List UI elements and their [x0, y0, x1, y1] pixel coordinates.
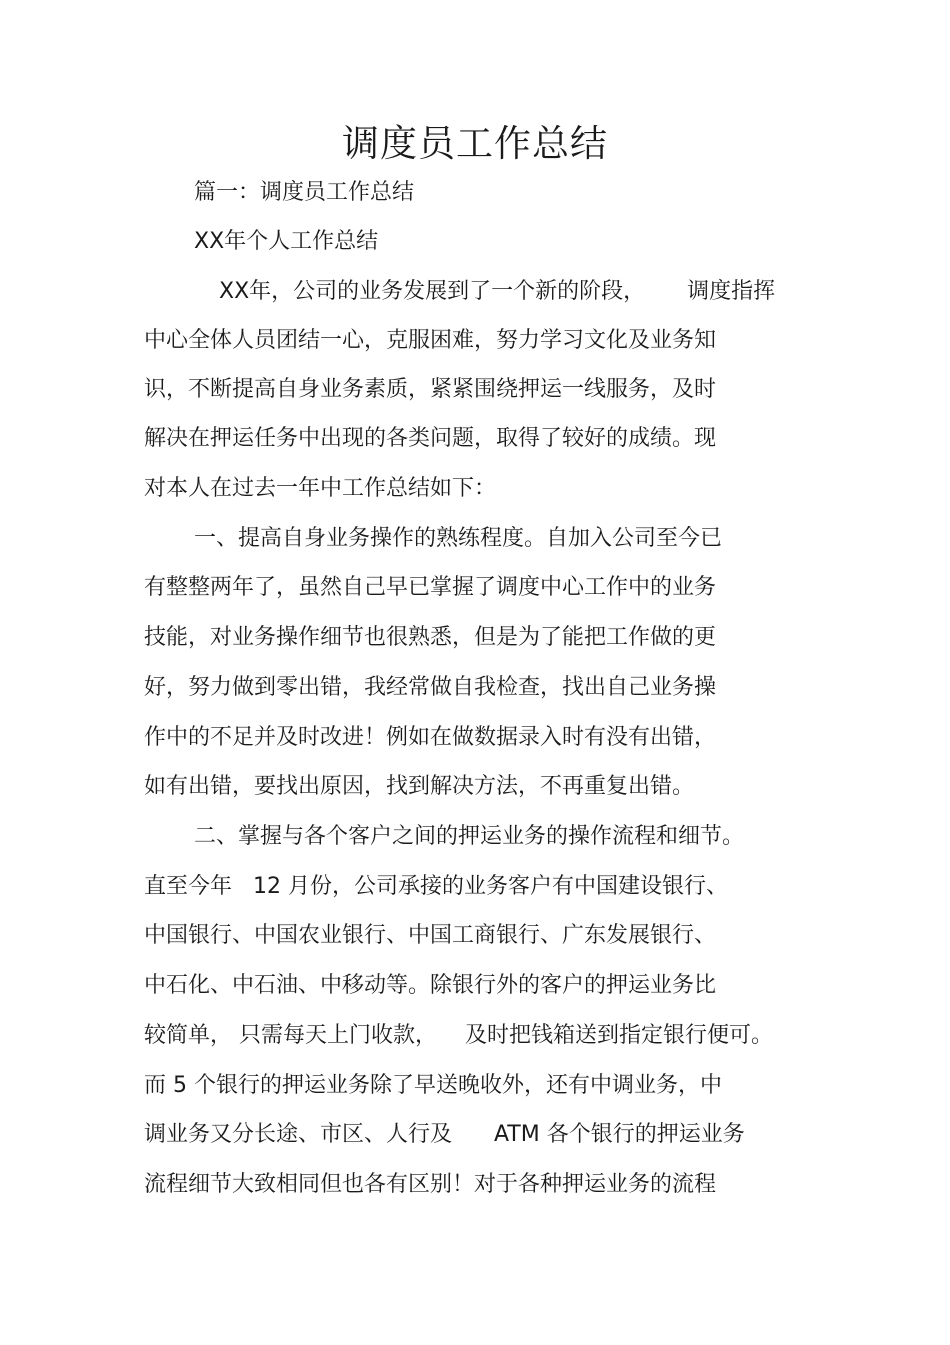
- paragraph-line: 较简单， 只需每天上门收款， 及时把钱箱送到指定银行便可。: [144, 1023, 773, 1048]
- paragraph-line: 一、提高自身业务操作的熟练程度。自加入公司至今已: [194, 526, 723, 551]
- paragraph-line: XX年，公司的业务发展到了一个新的阶段， 调度指挥: [219, 279, 776, 304]
- paragraph-line: 直至今年 12 月份，公司承接的业务客户有中国建设银行、: [144, 874, 728, 899]
- paragraph-line: 而 5 个银行的押运业务除了早送晚收外，还有中调业务，中: [144, 1073, 722, 1098]
- document-title: 调度员工作总结: [342, 122, 608, 165]
- paragraph-line: 技能，对业务操作细节也很熟悉，但是为了能把工作做的更: [144, 625, 717, 650]
- paragraph-line: 对本人在过去一年中工作总结如下：: [144, 476, 497, 501]
- paragraph-line: 作中的不足并及时改进！例如在做数据录入时有没有出错，: [144, 725, 717, 750]
- paragraph-line: 识，不断提高自身业务素质，紧紧围绕押运一线服务，及时: [144, 377, 717, 402]
- subtitle-line: XX年个人工作总结: [194, 229, 379, 254]
- paragraph-line: 解决在押运任务中出现的各类问题，取得了较好的成绩。现: [144, 426, 717, 451]
- section-heading: 篇一：调度员工作总结: [194, 180, 415, 205]
- paragraph-line: 如有出错，要找出原因，找到解决方法，不再重复出错。: [144, 774, 695, 799]
- paragraph-line: 好，努力做到零出错，我经常做自我检查，找出自己业务操: [144, 675, 717, 700]
- paragraph-line: 有整整两年了，虽然自己早已掌握了调度中心工作中的业务: [144, 575, 717, 600]
- paragraph-line: 二、掌握与各个客户之间的押运业务的操作流程和细节。: [194, 824, 745, 849]
- paragraph-line: 流程细节大致相同但也各有区别！对于各种押运业务的流程: [144, 1172, 717, 1197]
- paragraph-line: 中国银行、中国农业银行、中国工商银行、广东发展银行、: [144, 923, 717, 948]
- paragraph-line: 中心全体人员团结一心，克服困难，努力学习文化及业务知: [144, 328, 717, 353]
- paragraph-line: 调业务又分长途、市区、人行及 ATM 各个银行的押运业务: [144, 1122, 745, 1147]
- paragraph-line: 中石化、中石油、中移动等。除银行外的客户的押运业务比: [144, 973, 717, 998]
